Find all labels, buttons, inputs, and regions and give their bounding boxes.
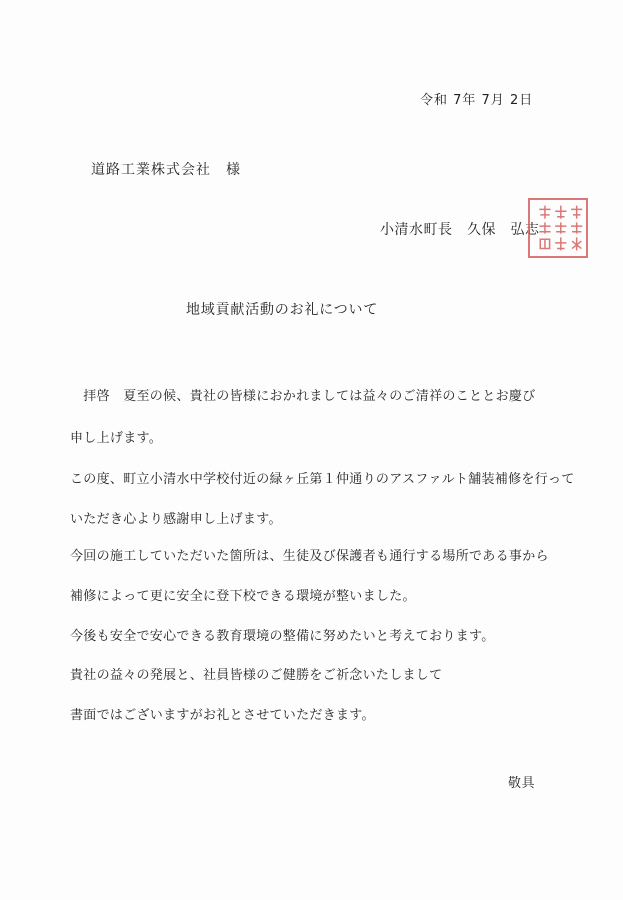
body-line: 補修によって更に安全に登下校できる環境が整いました。	[70, 589, 416, 604]
body-line: 今回の施工していただいた箇所は、生徒及び保護者も通行する場所である事から	[70, 549, 549, 564]
official-seal	[528, 198, 588, 258]
body-line: 拝啓 夏至の候、貴社の皆様におかれましては益々のご清祥のこととお慶び	[70, 389, 536, 404]
body-line: いただき心より感謝申し上げます。	[70, 512, 282, 527]
body-line: 申し上げます。	[70, 431, 163, 446]
seal-icon	[530, 200, 586, 256]
sender-name: 小清水町長 久保 弘志	[380, 222, 540, 238]
letter-date: 令和 7年 7月 2日	[420, 93, 534, 108]
letter-closing: 敬具	[508, 776, 536, 791]
letter-subject: 地域貢献活動のお礼について	[186, 302, 379, 318]
body-line: 貴社の益々の発展と、社員皆様のご健勝をご祈念いたしまして	[70, 668, 443, 683]
recipient-name: 道路工業株式会社 様	[91, 162, 241, 178]
body-line: この度、町立小清水中学校付近の緑ヶ丘第１仲通りのアスファルト舗装補修を行って	[70, 472, 575, 487]
body-line: 今後も安全で安心できる教育環境の整備に努めたいと考えております。	[70, 629, 495, 644]
body-line: 書面ではございますがお礼とさせていただきます。	[70, 708, 375, 723]
